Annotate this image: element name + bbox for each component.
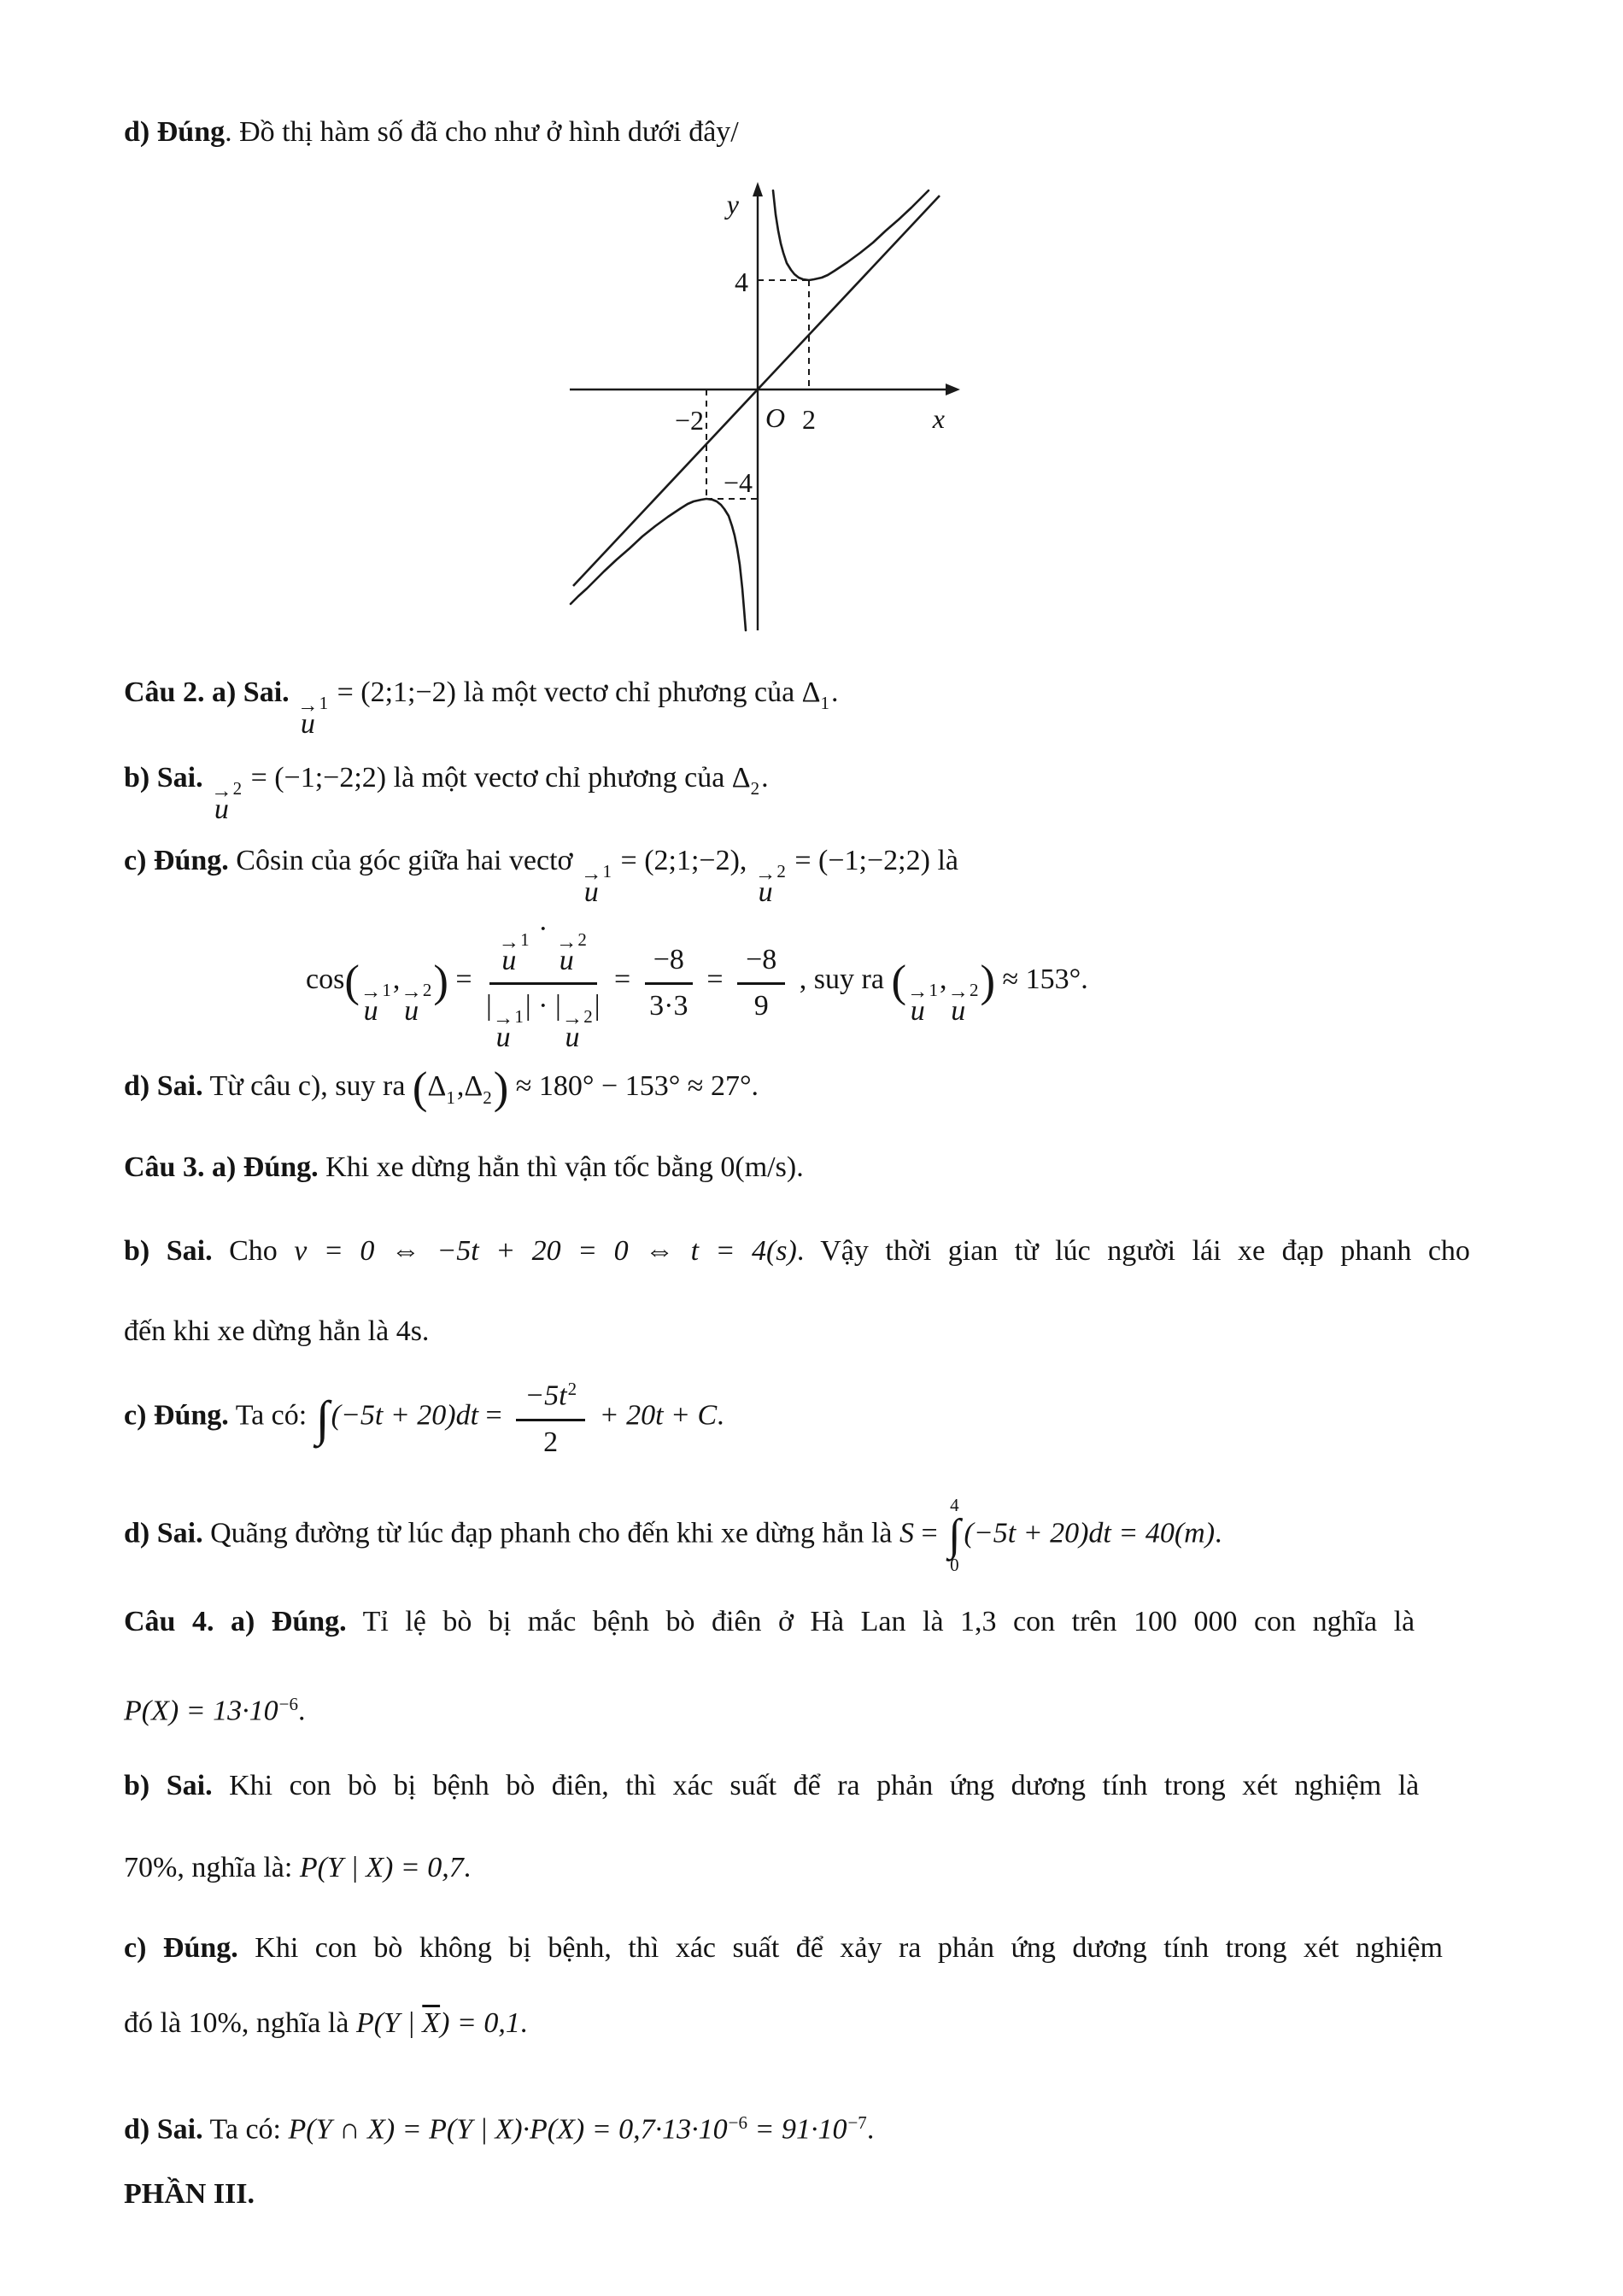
solution-d-line [124, 113, 739, 152]
math-text: 0(m/s) [720, 1151, 797, 1183]
integral-sign: ∫ [948, 1511, 961, 1560]
equation-text: = (2;1;−2), [620, 845, 747, 876]
vector-arrow-icon: → [401, 980, 422, 1004]
integrand-text: (−5t + 20)dt [331, 1399, 479, 1432]
answer-label: c) Đúng. [124, 1399, 229, 1432]
vector-arrow-icon: → [555, 929, 577, 953]
math-text: + 20t + C [599, 1399, 718, 1432]
vector-u1: → u [581, 861, 602, 908]
math-text: (−5t + 20)dt = 40(m) [964, 1517, 1216, 1549]
vector-u1: → u [360, 980, 382, 1027]
vector-arrow-icon: → [581, 861, 602, 885]
answer-label: d) Sai. [124, 1070, 203, 1103]
curve-upper-branch [773, 190, 929, 280]
cau2-d-line: d) Sai. Từ câu c), suy ra $(\Delta_1,\Delta_2) \approx 180^\circ - 153^\circ \approx 27^\circ$. [124, 1063, 759, 1113]
delta-symbol: Δ [464, 1070, 483, 1103]
vector-u2: → u [754, 861, 776, 908]
math-text: P(Y ∩ X) = P(Y | X)·P(X) = 0,7·13·10 [288, 2113, 728, 2146]
numeric-fraction-2: $\frac{-8}{9}$ [737, 941, 785, 1022]
delta-symbol: Δ [801, 676, 821, 708]
antiderivative-fraction: $\frac{-5t^2}{2}$ [516, 1377, 585, 1459]
vector-arrow-icon: → [907, 980, 929, 1004]
result-text: ≈ 153°. [1002, 963, 1088, 995]
math-text: 4s [395, 1315, 422, 1347]
equation-text: = (−1;−2;2) [794, 845, 930, 876]
statement-text: Ta có: [235, 1399, 308, 1432]
statement-text: Ta có: [209, 2113, 282, 2146]
vector-arrow-icon: → [498, 929, 520, 953]
integral-sign: ∫ [315, 1391, 330, 1447]
dot-product-fraction: → u $_1$ · → u $_2$ | → u $_1$| · | → u $_2$| [486, 911, 601, 1052]
vector-u2: → u [947, 980, 969, 1027]
math-text: P(X) = 13·10 [124, 1695, 278, 1727]
vector-arrow-icon: → [754, 861, 776, 885]
cau3-b-line-1: b) Sai. Cho v = 0 ⇔ −5t + 20 = 0 ⇔ t = 4(s). Vậy thời gian từ lúc người lái xe đạp phanh cho [124, 1235, 1470, 1267]
origin-label: O [765, 402, 786, 433]
variable-S: S [899, 1517, 915, 1549]
vector-arrow-icon: → [561, 1006, 583, 1030]
statement-text: Côsin của góc giữa hai vectơ [236, 845, 573, 876]
cosine-formula: cos( → u $_1$, → u $_2$) = → u $_1$ · → u $_2$ | → u $_1$| · | → u $_2$| = $\frac{-8}{3\cdot 3}$ = $\frac{-8}{9}$ , suy ra ( → u $_1$, → u $_2$) ≈ 153°. [306, 911, 1088, 1052]
answer-label: d) Đúng [124, 116, 226, 148]
cau4-d-line: d) Sai. Ta có: P(Y ∩ X) = P(Y | $X)\cdot P(X) = 0,7\cdot 13\cdot 10^{-6} = 91\cdot 10^{-7}$. [124, 2112, 875, 2146]
statement-text: Khi con bò bị bệnh bò điên, thì xác suất để ra phản ứng dương tính trong xét nghiệm là [229, 1770, 1420, 1801]
answer-label: b) Sai. [124, 1770, 213, 1801]
tick-label-neg2: −2 [674, 405, 704, 436]
question-label: Câu 3. a) Đúng. [124, 1151, 319, 1183]
phan3-heading [124, 2175, 255, 2214]
vector-u1: → u [492, 1006, 514, 1053]
cau3-b-line-2: đến khi xe dừng hẳn là 4s. [124, 1315, 430, 1347]
cau3-c-line: c) Đúng. Ta có: ∫(−5t + 20)dt = $\frac{-5t^2}{2}$ + 20t + C. [124, 1379, 724, 1458]
statement-text: là [937, 845, 958, 876]
statement-text: Quãng đường từ lúc đạp phanh cho đến khi xe dừng hẳn là [210, 1517, 893, 1549]
numeric-fraction-1: $\frac{-8}{3\cdot 3}$ [645, 941, 693, 1022]
y-axis-arrow-icon [753, 182, 763, 196]
statement-text: Cho [229, 1235, 278, 1267]
x-axis-arrow-icon [946, 384, 960, 395]
math-text: P(Y | X) = 0,7 [299, 1852, 464, 1883]
answer-label: d) Sai. [124, 2113, 203, 2146]
statement-text: 70%, nghĩa là: [124, 1852, 293, 1883]
statement-text: Khi xe dừng hẳn thì vận tốc bằng [325, 1151, 713, 1183]
vector-arrow-icon: → [360, 980, 382, 1004]
equation-text: = (2;1;−2) [337, 676, 456, 708]
statement-text: đó là 10%, nghĩa là [124, 2007, 349, 2039]
cau2-b-line: b) Sai. → u $_2$ = (−1;−2;2) là một vectơ chỉ phương của $\Delta_2$. [124, 762, 769, 825]
tick-label-neg4: −4 [723, 467, 753, 498]
cau4-a-line-2: $P(X) = 13\cdot 10^{-6}$. [124, 1694, 306, 1727]
cau3-a-line: Câu 3. a) Đúng. Khi xe dừng hẳn thì vận tốc bằng 0(m/s). [124, 1151, 804, 1183]
vector-u1: → u [498, 929, 520, 976]
vector-u2: → u [561, 1006, 583, 1053]
answer-label: c) Đúng. [124, 845, 229, 876]
statement-text: Tỉ lệ bò bị mắc bệnh bò điên ở Hà Lan là 1,3 con trên 100 000 con nghĩa là [362, 1606, 1415, 1637]
tick-label-4: 4 [735, 266, 748, 297]
conclusion-text: , suy ra [799, 963, 884, 995]
upper-bound: 4 [950, 1495, 959, 1515]
math-text: v = 0 ⇔ −5t + 20 = 0 ⇔ t = 4(s) [294, 1235, 797, 1267]
delta-symbol: Δ [731, 762, 751, 794]
y-axis-label: y [726, 189, 739, 220]
lower-bound: 0 [950, 1555, 959, 1576]
vector-arrow-icon: → [492, 1006, 514, 1030]
statement-text: Khi con bò không bị bệnh, thì xác suất để xảy ra phản ứng dương tính trong xét nghiệm [255, 1932, 1443, 1964]
tick-label-2: 2 [802, 404, 816, 435]
cau2-c-line: c) Đúng. Côsin của góc giữa hai vectơ → u $_1$ = (2;1;−2), → u $_2$ = (−1;−2;2) là [124, 845, 958, 908]
cos-text: cos [306, 963, 345, 995]
section-heading: PHẦN III. [124, 2178, 255, 2210]
vector-arrow-icon: → [947, 980, 969, 1004]
answer-label: b) Sai. [124, 1235, 213, 1267]
math-text: = 91·10 [754, 2113, 847, 2146]
definite-integral [948, 1496, 960, 1574]
statement-text: đến khi xe dừng hẳn là [124, 1315, 390, 1347]
x-bar-symbol: $\overline{X}$ [422, 2007, 441, 2039]
equation-text: = (−1;−2;2) [250, 762, 387, 794]
vector-u2: → u [401, 980, 422, 1027]
question-label: Câu 2. a) Sai. [124, 676, 290, 708]
answer-label: b) Sai. [124, 762, 203, 794]
curve-lower-branch [571, 499, 746, 630]
vector-u1: → u [907, 980, 929, 1027]
statement-text: là một vectơ chỉ phương của [463, 676, 795, 708]
cau4-a-line-1 [124, 1602, 1415, 1642]
cau4-b-line-2: 70%, nghĩa là: P(Y | X) = 0,7. [124, 1852, 472, 1883]
cau4-c-line-2: đó là 10%, nghĩa là P(Y | $\overline{X}) = 0,1$. [124, 2007, 528, 2039]
answer-text: . Đồ thị hàm số đã cho như ở hình dưới đây/ [225, 116, 739, 148]
cau4-b-line-1 [124, 1766, 1419, 1806]
math-text: ) = 0,1 [440, 2007, 520, 2039]
result-text: ≈ 180° − 153° ≈ 27°. [515, 1070, 759, 1103]
cau4-c-line-1 [124, 1929, 1443, 1968]
vector-u2: → u [555, 929, 577, 976]
statement-text: là một vectơ chỉ phương của [393, 762, 725, 794]
vector-u1: → u [297, 693, 319, 740]
vector-arrow-icon: → [297, 693, 319, 717]
answer-label: c) Đúng. [124, 1932, 238, 1964]
question-label: Câu 4. a) Đúng. [124, 1606, 347, 1637]
math-text: P(Y | [355, 2007, 415, 2039]
delta-symbol: Δ [427, 1070, 447, 1103]
vector-u2: → u [211, 778, 232, 825]
function-graph-figure [547, 178, 991, 639]
cau2-a-line: Câu 2. a) Sai. → u $_1$ = (2;1;−2) là một vectơ chỉ phương của $\Delta_1$. [124, 676, 839, 740]
answer-label: d) Sai. [124, 1517, 203, 1549]
x-axis-label: x [932, 403, 945, 434]
statement-text: Từ câu c), suy ra [209, 1070, 406, 1103]
cau3-d-line: d) Sai. Quãng đường từ lúc đạp phanh cho đến khi xe dừng hẳn là S = 4 ∫ 0 (−5t + 20)dt = 40(m). [124, 1495, 1222, 1576]
oblique-asymptote-line [573, 196, 940, 586]
vector-arrow-icon: → [211, 778, 232, 802]
